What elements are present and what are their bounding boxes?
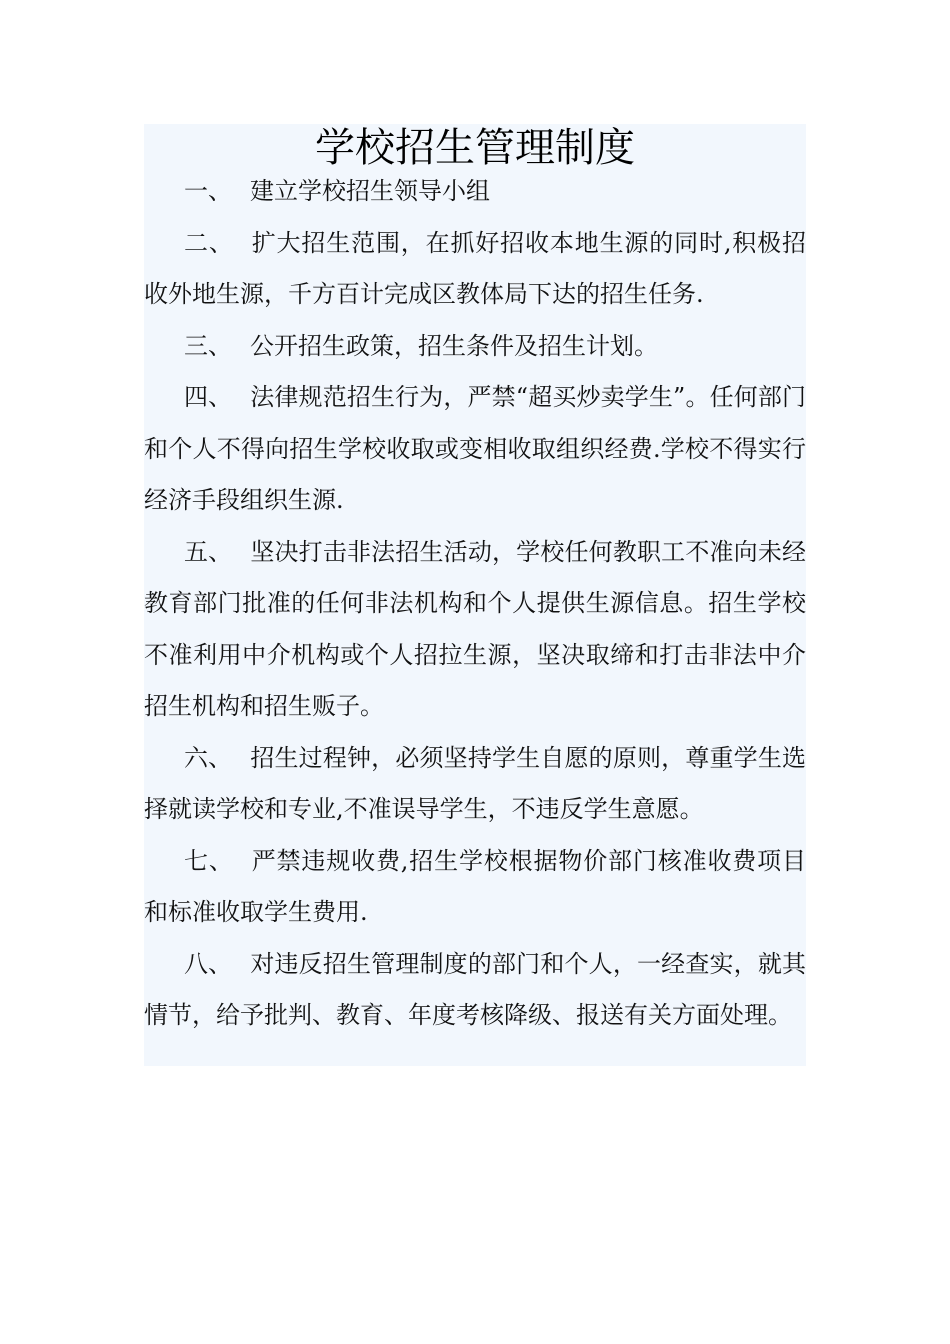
paragraph-text: 公开招生政策，招生条件及招生计划。	[250, 331, 658, 360]
paragraph-text: 建立学校招生领导小组	[250, 177, 490, 205]
paragraph-number: 八、	[184, 949, 233, 978]
paragraph-7	[144, 836, 806, 939]
paragraph-number: 五、	[184, 537, 233, 566]
paragraph-number: 一、	[184, 177, 232, 205]
document-body	[144, 166, 806, 1042]
paragraph-text: 扩大招生范围，在抓好招收本地生源的同时,积极招收外地生源，千方百计完成区教体局下达的招生任务.	[144, 228, 806, 308]
paragraph-3	[144, 321, 806, 373]
document-content	[144, 124, 806, 1066]
paragraph-number: 三、	[184, 331, 232, 360]
paragraph-2	[144, 218, 806, 321]
paragraph-number: 七、	[184, 846, 234, 875]
paragraph-text: 严禁违规收费,招生学校根据物价部门核准收费项目和标准收取学生费用.	[144, 846, 806, 926]
paragraph-6	[144, 733, 806, 836]
paragraph-text: 坚决打击非法招生活动，学校任何教职工不准向未经教育部门批准的任何非法机构和个人提供生源信息。招生学校不准利用中介机构或个人招拉生源，坚决取缔和打击非法中介招生机构和招生贩子。	[144, 537, 807, 720]
paragraph-1	[144, 166, 806, 218]
paragraph-4	[144, 372, 806, 527]
paragraph-number: 六、	[184, 743, 233, 772]
paragraph-8	[144, 939, 806, 1042]
paragraph-text: 对违反招生管理制度的部门和个人，一经查实，就其情节，给予批判、教育、年度考核降级、报送有关方面处理。	[144, 949, 807, 1029]
paragraph-number: 二、	[184, 228, 234, 257]
document-title: 学校招生管理制度	[315, 125, 635, 171]
paragraph-text: 法律规范招生行为，严禁“超买炒卖学生”。任何部门和个人不得向招生学校收取或变相收取组织经费.学校不得实行经济手段组织生源.	[144, 383, 806, 514]
paragraph-5	[144, 527, 806, 733]
paragraph-text: 招生过程钟，必须坚持学生自愿的原则，尊重学生选择就读学校和专业,不准误导学生，不违反学生意愿。	[144, 743, 807, 823]
paragraph-number: 四、	[184, 383, 233, 411]
